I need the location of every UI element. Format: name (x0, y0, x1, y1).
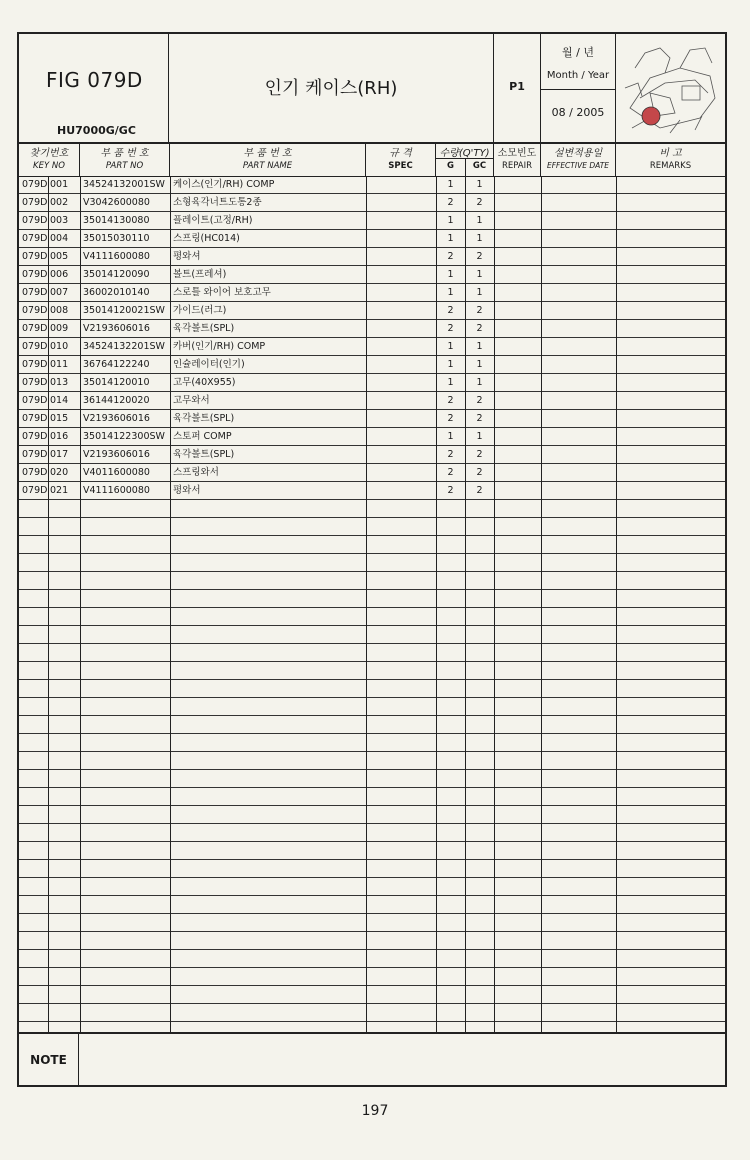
cell-part-no: 36002010140 (83, 287, 150, 298)
cell-name: 육각볼트(SPL) (173, 413, 235, 424)
table-row (19, 518, 725, 536)
col-part-no (80, 142, 170, 176)
cell-name: 카버(인기/RH) COMP (173, 341, 266, 352)
table-row (19, 392, 725, 410)
cell-gc: 1 (476, 341, 483, 352)
cell-fig: 079D (22, 269, 48, 280)
col-spec-korean: 규 격 (389, 148, 412, 159)
cell-key: 005 (50, 251, 69, 262)
cell-part-no: 35014120021SW (83, 305, 165, 316)
table-row (19, 968, 725, 986)
table-row (19, 770, 725, 788)
cell-key: 010 (50, 341, 69, 352)
col-name-korean: 부 품 번 호 (243, 148, 292, 159)
cell-key: 004 (50, 233, 69, 244)
cell-part-no: V2193606016 (83, 323, 150, 334)
table-row (19, 932, 725, 950)
model-name: HU7000G/GC (57, 124, 136, 137)
sheet-header (19, 34, 725, 144)
cell-g: 1 (447, 359, 454, 370)
cell-g: 1 (447, 287, 454, 298)
col-remarks (616, 142, 725, 176)
cell-g: 2 (447, 323, 454, 334)
col-rem-korean: 비 고 (659, 148, 682, 159)
col-effective-date (541, 142, 616, 176)
cell-name: 볼트(프레셔) (173, 269, 227, 280)
table-row (19, 986, 725, 1004)
cell-key: 007 (50, 287, 69, 298)
table-row (19, 572, 725, 590)
cell-fig: 079D (22, 413, 48, 424)
cell-fig: 079D (22, 305, 48, 316)
col-key-english: KEY NO (33, 161, 65, 171)
cell-name: 스로틀 와이어 보호고무 (173, 287, 271, 298)
col-eff-korean: 설변적용일 (553, 148, 603, 159)
table-row (19, 878, 725, 896)
table-row (19, 590, 725, 608)
cell-part-no: 36144120020 (83, 395, 150, 406)
cell-key: 021 (50, 485, 69, 496)
cell-gc: 2 (476, 323, 483, 334)
cell-name: 스프링와서 (173, 467, 219, 478)
cell-name: 케이스(인기/RH) COMP (173, 179, 275, 190)
table-row (19, 806, 725, 824)
cell-part-no: 35014120090 (83, 269, 150, 280)
table-row (19, 626, 725, 644)
cell-gc: 1 (476, 287, 483, 298)
table-row (19, 464, 725, 482)
cell-fig: 079D (22, 197, 48, 208)
cell-part-no: 35014120010 (83, 377, 150, 388)
table-row (19, 212, 725, 230)
cell-part-no: V4111600080 (83, 485, 150, 496)
cell-fig: 079D (22, 323, 48, 334)
cell-name: 육각볼트(SPL) (173, 449, 235, 460)
cell-g: 1 (447, 377, 454, 388)
col-part-english: PART NO (105, 161, 144, 171)
table-row (19, 698, 725, 716)
page-number: 197 (361, 1103, 389, 1119)
page-title: 인기 케이스(RH) (264, 78, 398, 99)
col-eff-english: EFFECTIVE DATE (546, 161, 610, 170)
table-row (19, 536, 725, 554)
cell-fig: 079D (22, 449, 48, 460)
cell-gc: 2 (476, 413, 483, 424)
date-value: 08 / 2005 (551, 106, 605, 119)
cell-fig: 079D (22, 377, 48, 388)
cell-name: 평와서 (173, 485, 201, 496)
cell-key: 020 (50, 467, 69, 478)
table-row (19, 716, 725, 734)
cell-part-no: 34524132001SW (83, 179, 165, 190)
column-divider (170, 176, 171, 1032)
cell-part-no: V2193606016 (83, 413, 150, 424)
cell-g: 1 (447, 215, 454, 226)
cell-fig: 079D (22, 467, 48, 478)
col-qty-g: G (447, 161, 454, 171)
cell-g: 2 (447, 467, 454, 478)
table-row (19, 356, 725, 374)
date-label-english: Month / Year (546, 70, 610, 81)
cell-fig: 079D (22, 395, 48, 406)
table-row (19, 410, 725, 428)
cell-g: 2 (447, 485, 454, 496)
column-divider (48, 176, 49, 1032)
cell-g: 2 (447, 413, 454, 424)
col-rem-english: REMARKS (649, 161, 692, 171)
cell-fig: 079D (22, 485, 48, 496)
table-row (19, 608, 725, 626)
table-row (19, 554, 725, 572)
sheet-page-label: P1 (509, 80, 525, 93)
cell-g: 2 (447, 305, 454, 316)
table-row (19, 446, 725, 464)
cell-g: 2 (447, 251, 454, 262)
cell-g: 1 (447, 269, 454, 280)
cell-name: 가이드(러그) (173, 305, 227, 316)
cell-fig: 079D (22, 233, 48, 244)
cell-g: 1 (447, 431, 454, 442)
illustration-cell (616, 34, 725, 142)
cell-gc: 1 (476, 215, 483, 226)
cell-key: 003 (50, 215, 69, 226)
date-cell (541, 34, 616, 142)
col-qty-gc: GC (472, 161, 487, 171)
table-row (19, 734, 725, 752)
cell-fig: 079D (22, 251, 48, 262)
cell-part-no: 34524132201SW (83, 341, 165, 352)
col-part-name (170, 142, 366, 176)
cell-g: 2 (447, 197, 454, 208)
table-row (19, 644, 725, 662)
parts-table (19, 176, 725, 1032)
note-section (19, 1032, 725, 1087)
cell-gc: 2 (476, 305, 483, 316)
col-spec (366, 142, 436, 176)
cell-name: 플레이트(고정/RH) (173, 215, 253, 226)
cell-name: 스프링(HC014) (173, 233, 240, 244)
date-label-korean: 월 / 년 (562, 46, 594, 59)
cell-g: 1 (447, 233, 454, 244)
table-row (19, 500, 725, 518)
column-divider (494, 176, 495, 1032)
cell-key: 001 (50, 179, 69, 190)
cell-key: 002 (50, 197, 69, 208)
cell-gc: 2 (476, 251, 483, 262)
figure-number: FIG 079D (46, 68, 143, 92)
col-spec-english: SPEC (388, 161, 413, 171)
figure-cell (19, 34, 169, 142)
cell-name: 고무와서 (173, 395, 210, 406)
cell-gc: 2 (476, 485, 483, 496)
cell-part-no: 36764122240 (83, 359, 150, 370)
cell-fig: 079D (22, 431, 48, 442)
cell-key: 009 (50, 323, 69, 334)
col-repair (494, 142, 541, 176)
parts-list-sheet (17, 32, 727, 1087)
cell-name: 육각볼트(SPL) (173, 323, 235, 334)
table-row (19, 860, 725, 878)
cell-part-no: V3042600080 (83, 197, 150, 208)
table-row (19, 896, 725, 914)
table-row (19, 950, 725, 968)
cell-gc: 2 (476, 395, 483, 406)
cell-g: 2 (447, 449, 454, 460)
table-row (19, 842, 725, 860)
table-row (19, 230, 725, 248)
table-row (19, 428, 725, 446)
col-qty (436, 142, 494, 176)
cell-gc: 1 (476, 377, 483, 388)
cell-name: 소형육각너트도통2종 (173, 197, 262, 208)
column-divider (541, 176, 542, 1032)
date-divider (541, 89, 615, 90)
col-key (19, 142, 80, 176)
cell-gc: 1 (476, 233, 483, 244)
cell-name: 고무(40X955) (173, 377, 236, 388)
page-cell (494, 34, 541, 142)
table-row (19, 338, 725, 356)
cell-key: 014 (50, 395, 69, 406)
table-row (19, 752, 725, 770)
cell-gc: 1 (476, 359, 483, 370)
title-cell (169, 34, 494, 142)
col-name-english: PART NAME (242, 161, 293, 171)
cell-part-no: 35014122300SW (83, 431, 165, 442)
col-repair-english: REPAIR (501, 161, 533, 171)
column-header (19, 142, 725, 177)
cell-key: 006 (50, 269, 69, 280)
cell-fig: 079D (22, 287, 48, 298)
column-divider (80, 176, 81, 1032)
cell-key: 015 (50, 413, 69, 424)
cell-fig: 079D (22, 341, 48, 352)
cell-name: 인슐레이터(인기) (173, 359, 245, 370)
cell-gc: 1 (476, 269, 483, 280)
column-divider (616, 176, 617, 1032)
cell-key: 008 (50, 305, 69, 316)
cell-key: 013 (50, 377, 69, 388)
cell-gc: 2 (476, 467, 483, 478)
table-row (19, 788, 725, 806)
table-row (19, 1004, 725, 1022)
table-row (19, 824, 725, 842)
highlight-circle (642, 107, 660, 125)
cell-gc: 2 (476, 197, 483, 208)
cell-part-no: 35014130080 (83, 215, 150, 226)
table-row (19, 194, 725, 212)
cell-key: 016 (50, 431, 69, 442)
cell-part-no: 35015030110 (83, 233, 150, 244)
cell-part-no: V4011600080 (83, 467, 150, 478)
machine-illustration (620, 38, 721, 138)
col-part-korean: 부 품 번 호 (100, 148, 149, 159)
note-label: NOTE (19, 1034, 79, 1087)
cell-part-no: V4111600080 (83, 251, 150, 262)
col-repair-korean: 소모빈도 (497, 148, 537, 159)
table-row (19, 662, 725, 680)
table-row (19, 248, 725, 266)
col-key-korean: 찾기번호 (29, 148, 69, 159)
cell-g: 2 (447, 395, 454, 406)
table-row (19, 914, 725, 932)
column-divider (465, 176, 466, 1032)
cell-gc: 1 (476, 179, 483, 190)
table-row (19, 482, 725, 500)
cell-gc: 2 (476, 449, 483, 460)
table-row (19, 302, 725, 320)
column-divider (436, 176, 437, 1032)
cell-g: 1 (447, 341, 454, 352)
cell-g: 1 (447, 179, 454, 190)
table-row (19, 374, 725, 392)
column-divider (366, 176, 367, 1032)
table-row (19, 320, 725, 338)
table-row (19, 680, 725, 698)
cell-gc: 1 (476, 431, 483, 442)
cell-fig: 079D (22, 215, 48, 226)
cell-name: 스토퍼 COMP (173, 431, 232, 442)
cell-name: 평와셔 (173, 251, 201, 262)
cell-key: 017 (50, 449, 69, 460)
col-qty-korean: 수량(Q'TY) (439, 148, 490, 159)
cell-fig: 079D (22, 179, 48, 190)
table-row (19, 284, 725, 302)
cell-key: 011 (50, 359, 69, 370)
cell-part-no: V2193606016 (83, 449, 150, 460)
cell-fig: 079D (22, 359, 48, 370)
table-row (19, 266, 725, 284)
table-row (19, 176, 725, 194)
